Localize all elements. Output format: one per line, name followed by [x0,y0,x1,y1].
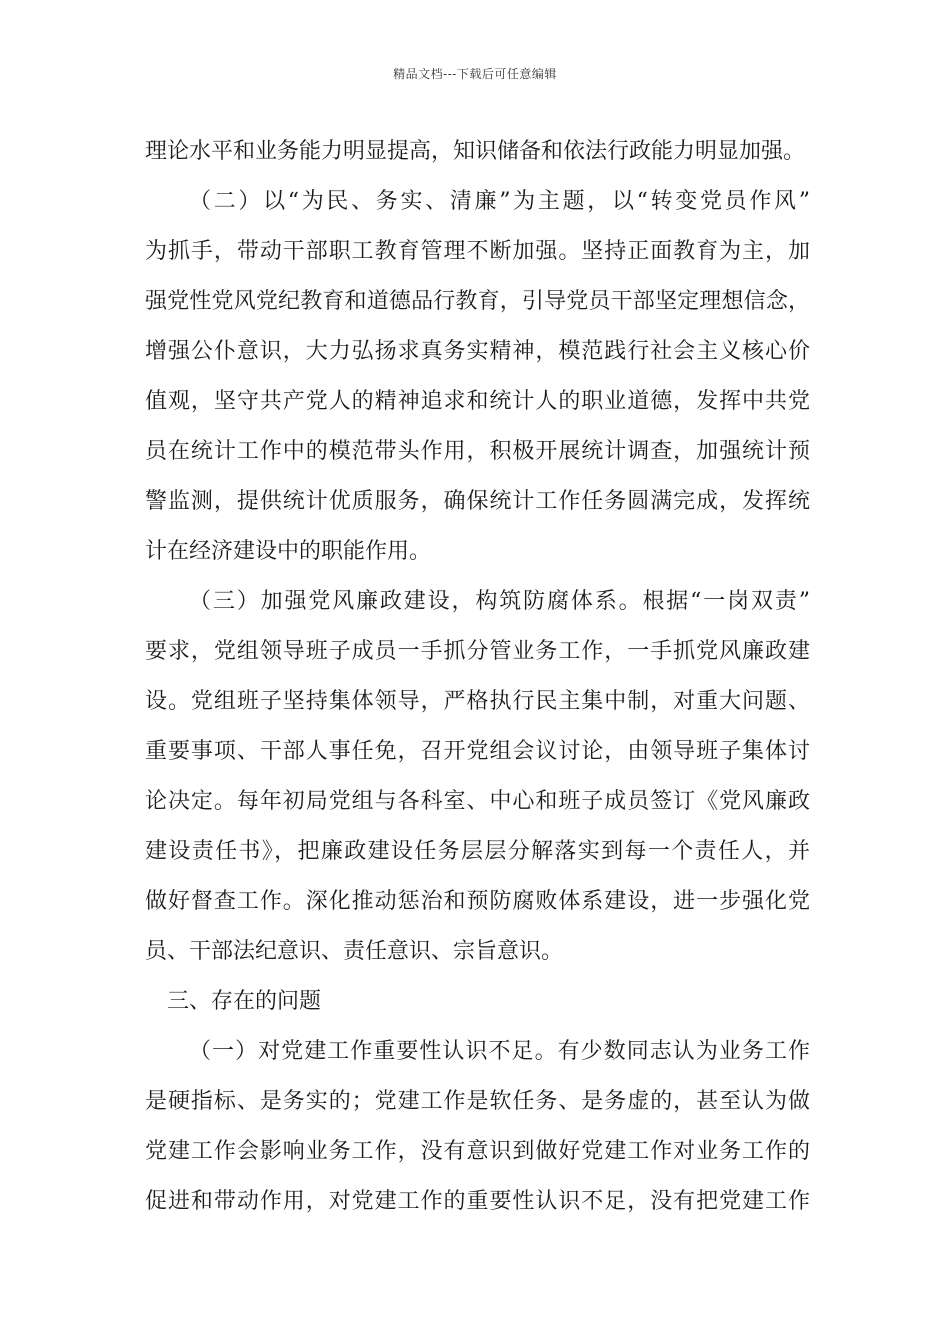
paragraph-line: 党建工作会影响业务工作，没有意识到做好党建工作对业务工作的 [145,1139,810,1164]
paragraph-line: 警监测，提供统计优质服务，确保统计工作任务圆满完成，发挥统 [145,489,810,514]
paragraph-line: （二）以“为民、务实、清廉”为主题，以“转变党员作风” [189,189,810,214]
paragraph-line: 强党性党风党纪教育和道德品行教育，引导党员干部坚定理想信念， [145,289,810,314]
paragraph-line: 员在统计工作中的模范带头作用，积极开展统计调查，加强统计预 [145,439,810,464]
paragraph-line: 计在经济建设中的职能作用。 [145,539,432,564]
paragraph-line: 增强公仆意识，大力弘扬求真务实精神，模范践行社会主义核心价 [145,339,810,364]
paragraph-line: 为抓手，带动干部职工教育管理不断加强。坚持正面教育为主，加 [145,239,810,264]
paragraph-line: 建设责任书》，把廉政建设任务层层分解落实到每一个责任人，并 [145,839,810,864]
paragraph-line: 员、干部法纪意识、责任意识、宗旨意识。 [145,939,564,964]
paragraph-line: 重要事项、干部人事任免，召开党组会议讨论，由领导班子集体讨 [145,739,810,764]
paragraph-line: 设。党组班子坚持集体领导，严格执行民主集中制，对重大问题、 [145,689,810,714]
paragraph-line: 是硬指标、是务实的；党建工作是软任务、是务虚的，甚至认为做 [145,1089,810,1114]
paragraph-line: 要求，党组领导班子成员一手抓分管业务工作，一手抓党风廉政建 [145,639,810,664]
paragraph-line: 值观，坚守共产党人的精神追求和统计人的职业道德，发挥中共党 [145,389,810,414]
paragraph-line: 做好督查工作。深化推动惩治和预防腐败体系建设，进一步强化党 [145,889,810,914]
section-heading: 三、存在的问题 [167,989,322,1014]
page-header-watermark: 精品文档---下载后可任意编辑 [393,67,557,81]
paragraph-line: 理论水平和业务能力明显提高，知识储备和依法行政能力明显加强。 [145,139,806,164]
document-body [145,127,810,1227]
paragraph-line: （一）对党建工作重要性认识不足。有少数同志认为业务工作 [189,1039,810,1064]
paragraph-line: 促进和带动作用，对党建工作的重要性认识不足，没有把党建工作 [145,1189,810,1214]
paragraph-line: 论决定。每年初局党组与各科室、中心和班子成员签订《党风廉政 [145,789,810,814]
paragraph-line: （三）加强党风廉政建设，构筑防腐体系。根据“一岗双责” [189,589,810,614]
